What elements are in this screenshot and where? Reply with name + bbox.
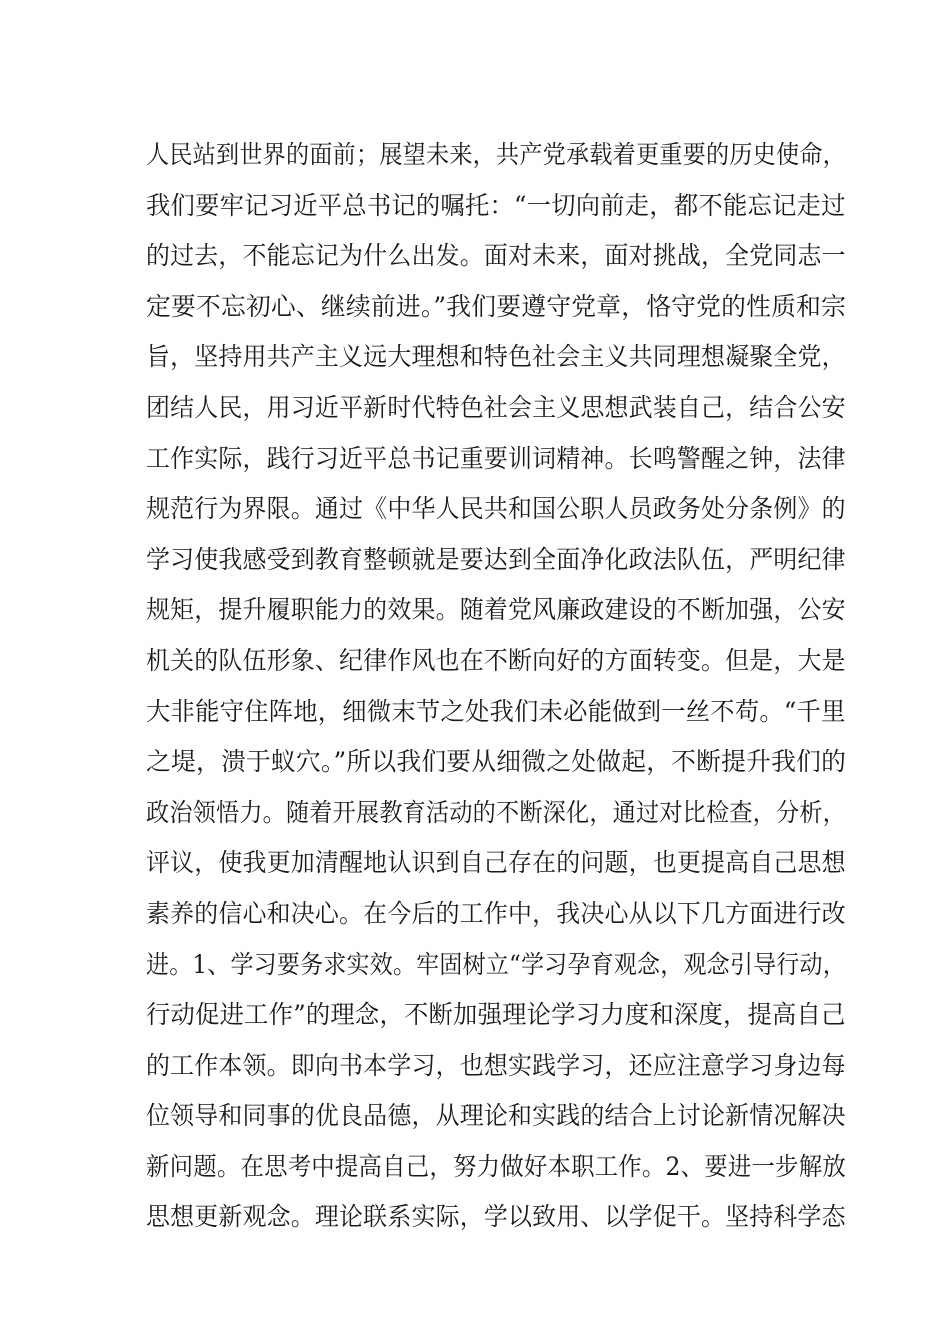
text-line: 的过去，不能忘记为什么出发。面对未来，面对挑战，全党同志一 (146, 241, 846, 271)
text-line: 我们要牢记习近平总书记的嘱托：“一切向前走，都不能忘记走过 (146, 190, 846, 220)
text-line: 规矩，提升履职能力的效果。随着党风廉政建设的不断加强，公安 (146, 595, 846, 625)
text-line: 位领导和同事的优良品德，从理论和实践的结合上讨论新情况解决 (146, 1101, 846, 1131)
text-line: 之堤，溃于蚁穴。”所以我们要从细微之处做起，不断提升我们的 (146, 747, 847, 777)
text-line: 工作实际，践行习近平总书记重要训词精神。长鸣警醒之钟，法律 (146, 443, 846, 473)
text-line: 定要不忘初心、继续前进。”我们要遵守党章，恪守党的性质和宗 (146, 291, 847, 321)
text-line: 思想更新观念。理论联系实际，学以致用、以学促干。坚持科学态 (146, 1202, 846, 1232)
text-line: 的工作本领。即向书本学习，也想实践学习，还应注意学习身边每 (146, 1050, 846, 1080)
text-line: 进。1、学习要务求实效。牢固树立“学习孕育观念，观念引导行动， (146, 949, 846, 979)
text-line: 人民站到世界的面前；展望未来，共产党承载着更重要的历史使命， (146, 140, 846, 169)
text-line: 政治领悟力。随着开展教育活动的不断深化，通过对比检查，分析， (146, 797, 846, 827)
text-line: 评议，使我更加清醒地认识到自己存在的问题，也更提高自己思想 (146, 848, 846, 878)
text-line: 团结人民，用习近平新时代特色社会主义思想武装自己，结合公安 (146, 392, 846, 422)
text-line: 素养的信心和决心。在今后的工作中，我决心从以下几方面进行改 (146, 898, 846, 928)
body-text (146, 130, 846, 1243)
text-line: 学习使我感受到教育整顿就是要达到全面净化政法队伍，严明纪律 (146, 544, 846, 574)
text-line: 机关的队伍形象、纪律作风也在不断向好的方面转变。但是，大是 (146, 645, 846, 675)
text-line: 旨，坚持用共产主义远大理想和特色社会主义共同理想凝聚全党， (146, 342, 846, 372)
text-line: 行动促进工作”的理念，不断加强理论学习力度和深度，提高自己 (146, 1000, 846, 1030)
text-line: 新问题。在思考中提高自己，努力做好本职工作。2、要进一步解放 (146, 1151, 846, 1181)
text-line: 规范行为界限。通过《中华人民共和国公职人员政务处分条例》的 (146, 494, 846, 524)
text-line: 大非能守住阵地，细微末节之处我们未必能做到一丝不苟。“千里 (146, 696, 846, 726)
